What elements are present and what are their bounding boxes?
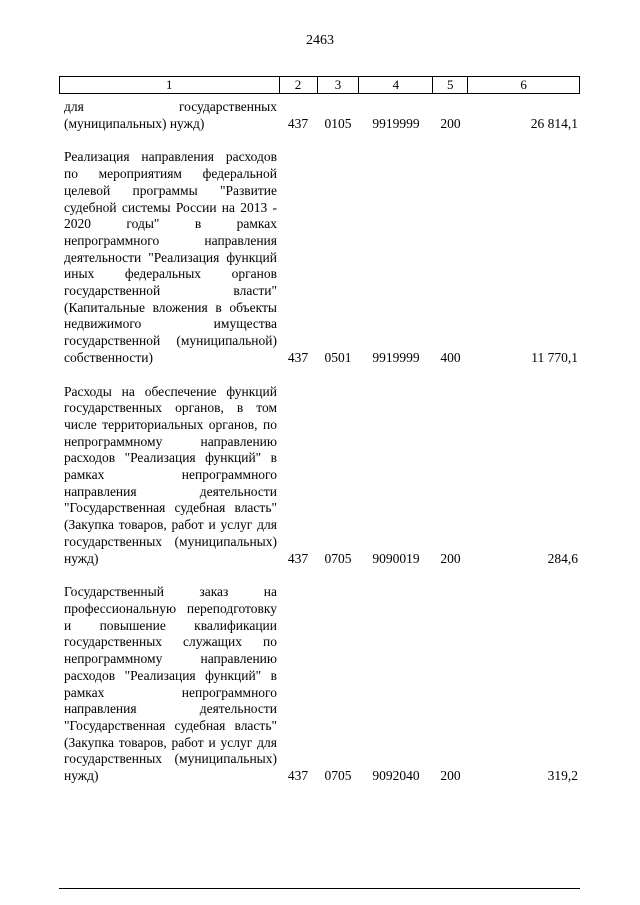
row-expense-type-code: 200 xyxy=(440,768,461,784)
row-description: Государственный заказ на профессиональную переподготовку и повышение квалификации государственных служащих по непрограммному направлению расходов "Реализация функций" в рамках непрограммного направления деятельности "Государственная судебная власть" (Закупка товаров, работ и услуг для государственных (муниципальных) нужд) xyxy=(64,584,277,784)
row-description: Расходы на обеспечение функций государственных органов, в том числе территориальных органов, по непрограммному направлению расходов "Реализация функций" в рамках непрограммного направления деятельности "Государственная судебная власть" (Закупка товаров, работ и услуг для государственных (муниципальных) нужд) xyxy=(64,383,277,566)
row-amount: 319,2 xyxy=(547,768,578,784)
row-target-article-code: 9090019 xyxy=(372,550,420,566)
row-agency-code: 437 xyxy=(287,550,309,566)
header-cell-3: 3 xyxy=(318,77,360,93)
row-target-article-code: 9092040 xyxy=(372,768,420,784)
budget-table xyxy=(59,76,580,802)
table-body xyxy=(59,94,580,785)
row-agency-code: 437 xyxy=(287,349,309,365)
header-cell-4: 4 xyxy=(359,77,433,93)
table-row xyxy=(59,384,580,568)
row-section-code: 0501 xyxy=(324,349,352,365)
row-agency-code: 437 xyxy=(287,115,309,131)
row-section-code: 0105 xyxy=(324,115,352,131)
row-expense-type-code: 400 xyxy=(440,349,461,365)
page-number: 2463 xyxy=(306,33,334,48)
row-amount: 11 770,1 xyxy=(531,349,578,365)
table-row xyxy=(59,149,580,366)
row-amount: 26 814,1 xyxy=(530,115,578,131)
row-description: для государственных (муниципальных) нужд) xyxy=(64,99,277,131)
header-cell-1: 1 xyxy=(60,77,280,93)
header-cell-2: 2 xyxy=(280,77,318,93)
table-bottom-border xyxy=(59,888,580,889)
row-expense-type-code: 200 xyxy=(440,550,461,566)
row-section-code: 0705 xyxy=(324,768,352,784)
row-target-article-code: 9919999 xyxy=(372,349,420,365)
row-description: Реализация направления расходов по мероприятиям федеральной целевой программы "Развитие судебной системы России на 2013 - 2020 годы" в рамках непрограммного направления деятельности "Реализация функций иных федеральных органов государственной власти" (Капитальные вложения в объекты недвижимого имущества государственной (муниципальной) собственности) xyxy=(64,149,277,365)
row-amount: 284,6 xyxy=(547,550,578,566)
row-expense-type-code: 200 xyxy=(440,115,461,131)
row-section-code: 0705 xyxy=(324,550,352,566)
table-header-row xyxy=(59,76,580,94)
header-cell-6: 6 xyxy=(468,77,580,93)
row-target-article-code: 9919999 xyxy=(372,115,420,131)
table-row xyxy=(59,99,580,132)
table-row xyxy=(59,584,580,784)
row-agency-code: 437 xyxy=(287,768,309,784)
header-cell-5: 5 xyxy=(433,77,468,93)
